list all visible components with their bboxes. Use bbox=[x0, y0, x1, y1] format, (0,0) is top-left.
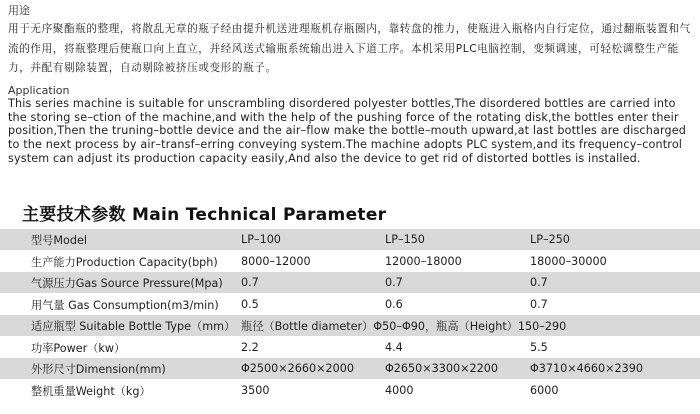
application-heading: Application bbox=[8, 84, 70, 97]
param-value: Φ3710×4660×2390 bbox=[530, 358, 700, 380]
usage-heading: 用途 bbox=[8, 4, 30, 17]
param-value: 瓶径（Bottle diameter）Φ50–Φ90，瓶高（Height）150–290 bbox=[241, 315, 700, 337]
table-row bbox=[0, 337, 700, 359]
header-cell-lp250: LP–250 bbox=[530, 229, 700, 251]
param-value: 5.5 bbox=[530, 337, 700, 359]
param-label: 生产能力Production Capacity(bph) bbox=[0, 251, 241, 273]
param-value: 12000–18000 bbox=[385, 251, 530, 273]
table-header-row bbox=[0, 229, 700, 251]
table-row bbox=[0, 358, 700, 380]
usage-paragraph: 用于无序聚酯瓶的整理，将散乱无章的瓶子经由提升机送进理瓶机存瓶圈内，靠转盘的推力，使瓶进入瓶格内自行定位，通过翻瓶装置和气流的作用，将瓶整理后使瓶口向上直立，并经风送式输瓶系统输出进入下道工序。本机采用PLC电脑控制，变频调速，可轻松调整生产能力，并配有剔除装置，自动剔除被挤压或变形的瓶子。 bbox=[8, 23, 691, 74]
param-label: 气源压力Gas Source Pressure(Mpa) bbox=[0, 272, 241, 294]
param-value: 0.5 bbox=[241, 294, 385, 316]
header-cell-lp150: LP–150 bbox=[385, 229, 530, 251]
param-value: 0.7 bbox=[530, 272, 700, 294]
param-label: 整机重量Weight（kg） bbox=[0, 380, 241, 402]
table-row bbox=[0, 272, 700, 294]
param-value: 4000 bbox=[385, 380, 530, 402]
table-row bbox=[0, 294, 700, 316]
table-row bbox=[0, 315, 700, 337]
param-value: 18000–30000 bbox=[530, 251, 700, 273]
param-value: 6000 bbox=[530, 380, 700, 402]
param-value: 8000–12000 bbox=[241, 251, 385, 273]
parameters-title: 主要技术参数 Main Technical Parameter bbox=[22, 205, 387, 225]
parameters-table bbox=[0, 229, 700, 401]
table-row bbox=[0, 380, 700, 402]
param-label: 用气量 Gas Consumption(m3/min) bbox=[0, 294, 241, 316]
param-value: Φ2650×3300×2200 bbox=[385, 358, 530, 380]
application-paragraph: This series machine is suitable for unscrambling disordered polyester bottles,The disordered bottles are carried into the storing se–ction of the machine,and with the help of the pushing force of the rotating disk,the bottles enter their position,Then the truning–bottle device and the air–flow make the bottle–mouth upward,at last bottles are discharged to the next process by air–transf–erring conveying system.The machine adopts PLC system,and its frequency–control system can adjust its production capacity easily,And also the device to get rid of distorted bottles is installed. bbox=[8, 97, 687, 165]
param-value: 2.2 bbox=[241, 337, 385, 359]
param-value: 0.7 bbox=[385, 272, 530, 294]
param-value: 0.7 bbox=[241, 272, 385, 294]
header-cell-model: 型号Model bbox=[0, 229, 241, 251]
param-value: 4.4 bbox=[385, 337, 530, 359]
param-value: Φ2500×2660×2000 bbox=[241, 358, 385, 380]
param-value: 0.6 bbox=[385, 294, 530, 316]
param-label: 功率Power（kw） bbox=[0, 337, 241, 359]
param-value: 0.7 bbox=[530, 294, 700, 316]
header-cell-lp100: LP–100 bbox=[241, 229, 385, 251]
param-label: 外形尺寸Dimension(mm) bbox=[0, 358, 241, 380]
param-label: 适应瓶型 Suitable Bottle Type（mm） bbox=[0, 315, 241, 337]
table-row bbox=[0, 251, 700, 273]
param-value: 3500 bbox=[241, 380, 385, 402]
